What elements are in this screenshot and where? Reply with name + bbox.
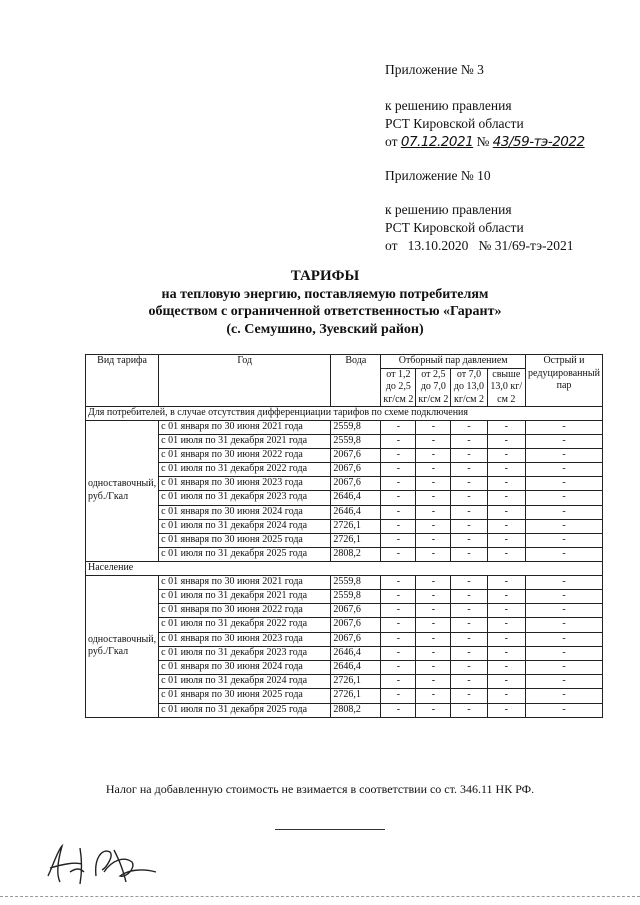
sharp-cell: -: [526, 575, 603, 589]
water-cell: 2559,8: [331, 420, 381, 434]
water-cell: 2726,1: [331, 675, 381, 689]
appendix3-title: [385, 61, 484, 79]
sharp-cell: -: [526, 590, 603, 604]
p1-cell: -: [381, 689, 416, 703]
p4-cell: -: [487, 618, 525, 632]
sharp-cell: -: [526, 434, 603, 448]
p2-cell: -: [416, 420, 451, 434]
water-cell: 2646,4: [331, 491, 381, 505]
period-cell: с 01 января по 30 июня 2023 года: [159, 632, 331, 646]
tariff-type-cell: одноставочный, руб./Гкал: [86, 575, 159, 717]
table-row: [86, 618, 603, 632]
header-p1: от 1,2 до 2,5 кг/см 2: [381, 368, 416, 407]
p2-cell: -: [416, 434, 451, 448]
table-row: [86, 420, 603, 434]
p1-cell: -: [381, 632, 416, 646]
vat-footnote: Налог на добавленную стоимость не взимается в соответствии со ст. 346.11 НК РФ.: [105, 782, 535, 796]
p3-cell: -: [451, 420, 487, 434]
p1-cell: -: [381, 463, 416, 477]
period-cell: с 01 января по 30 июня 2023 года: [159, 477, 331, 491]
p1-cell: -: [381, 618, 416, 632]
p2-cell: -: [416, 505, 451, 519]
p2-cell: -: [416, 604, 451, 618]
p2-cell: -: [416, 534, 451, 548]
p3-cell: -: [451, 632, 487, 646]
water-cell: 2067,6: [331, 632, 381, 646]
p3-cell: -: [451, 575, 487, 589]
table-row: [86, 534, 603, 548]
section-header-row: [86, 562, 603, 576]
p2-cell: -: [416, 463, 451, 477]
p2-cell: -: [416, 590, 451, 604]
p4-cell: -: [487, 519, 525, 533]
water-cell: 2067,6: [331, 448, 381, 462]
appendix10-decision-line1: к решению правления: [385, 202, 512, 217]
water-cell: 2646,4: [331, 505, 381, 519]
p3-cell: -: [451, 590, 487, 604]
appendix3-decision: [385, 97, 585, 151]
appendix10-decision-line3: от 13.10.2020 № 31/69-тэ-2021: [385, 238, 574, 253]
header-year: Год: [159, 355, 331, 407]
p1-cell: -: [381, 491, 416, 505]
p1-cell: -: [381, 505, 416, 519]
p4-cell: -: [487, 434, 525, 448]
water-cell: 2067,6: [331, 604, 381, 618]
water-cell: 2646,4: [331, 661, 381, 675]
appendix3-date-line: [385, 133, 585, 151]
table-row: [86, 632, 603, 646]
appendix10-title-text: Приложение № 10: [385, 168, 491, 183]
header-steam: Отборный пар давлением: [381, 355, 526, 369]
tariff-table-body: [86, 407, 603, 718]
p3-cell: -: [451, 505, 487, 519]
p1-cell: -: [381, 604, 416, 618]
period-cell: с 01 января по 30 июня 2022 года: [159, 604, 331, 618]
period-cell: с 01 июля по 31 декабря 2022 года: [159, 463, 331, 477]
p2-cell: -: [416, 477, 451, 491]
table-row: [86, 575, 603, 589]
p3-cell: -: [451, 675, 487, 689]
p4-cell: -: [487, 661, 525, 675]
table-row: [86, 491, 603, 505]
title-line2: обществом с ограниченной ответственностью «Гарант»: [148, 304, 502, 319]
sharp-cell: -: [526, 618, 603, 632]
water-cell: 2559,8: [331, 434, 381, 448]
p2-cell: -: [416, 689, 451, 703]
sharp-cell: -: [526, 477, 603, 491]
p4-cell: -: [487, 575, 525, 589]
period-cell: с 01 июля по 31 декабря 2021 года: [159, 434, 331, 448]
p2-cell: -: [416, 703, 451, 717]
header-p4: свыше 13,0 кг/см 2: [487, 368, 525, 407]
header-p3: от 7,0 до 13,0 кг/см 2: [451, 368, 487, 407]
sharp-cell: -: [526, 534, 603, 548]
title-main: ТАРИФЫ: [290, 268, 360, 284]
p1-cell: -: [381, 661, 416, 675]
p3-cell: -: [451, 519, 487, 533]
tariff-table: [85, 354, 603, 718]
p3-cell: -: [451, 534, 487, 548]
table-row: [86, 519, 603, 533]
water-cell: 2067,6: [331, 477, 381, 491]
p2-cell: -: [416, 448, 451, 462]
table-row: [86, 505, 603, 519]
appendix3-number-sign: №: [476, 134, 490, 149]
sharp-cell: -: [526, 463, 603, 477]
sharp-cell: -: [526, 548, 603, 562]
appendix3-decision-line1: к решению правления: [385, 98, 512, 113]
sharp-cell: -: [526, 604, 603, 618]
period-cell: с 01 июля по 31 декабря 2025 года: [159, 548, 331, 562]
p1-cell: -: [381, 519, 416, 533]
appendix3-decision-line2: РСТ Кировской области: [385, 116, 524, 131]
water-cell: 2067,6: [331, 463, 381, 477]
p3-cell: -: [451, 689, 487, 703]
sharp-cell: -: [526, 519, 603, 533]
p4-cell: -: [487, 632, 525, 646]
p1-cell: -: [381, 675, 416, 689]
appendix3-date: 07.12.2021: [400, 134, 474, 150]
header-vid: Вид тарифа: [86, 355, 159, 407]
sharp-cell: -: [526, 491, 603, 505]
header-sharp: Острый и редуцированный пар: [526, 355, 603, 407]
p4-cell: -: [487, 534, 525, 548]
p3-cell: -: [451, 604, 487, 618]
period-cell: с 01 января по 30 июня 2025 года: [159, 689, 331, 703]
p2-cell: -: [416, 675, 451, 689]
p4-cell: -: [487, 548, 525, 562]
period-cell: с 01 января по 30 июня 2021 года: [159, 575, 331, 589]
period-cell: с 01 января по 30 июня 2024 года: [159, 661, 331, 675]
period-cell: с 01 января по 30 июня 2024 года: [159, 505, 331, 519]
appendix3-from: от: [385, 134, 398, 149]
period-cell: с 01 июля по 31 декабря 2021 года: [159, 590, 331, 604]
p4-cell: -: [487, 448, 525, 462]
header-water: Вода: [331, 355, 381, 407]
table-row: [86, 434, 603, 448]
p2-cell: -: [416, 575, 451, 589]
p2-cell: -: [416, 646, 451, 660]
sharp-cell: -: [526, 689, 603, 703]
table-row: [86, 661, 603, 675]
p1-cell: -: [381, 448, 416, 462]
p4-cell: -: [487, 646, 525, 660]
water-cell: 2726,1: [331, 689, 381, 703]
sharp-cell: -: [526, 420, 603, 434]
water-cell: 2726,1: [331, 519, 381, 533]
p3-cell: -: [451, 477, 487, 491]
table-row: [86, 463, 603, 477]
section-header-row: [86, 407, 603, 421]
p3-cell: -: [451, 661, 487, 675]
p2-cell: -: [416, 618, 451, 632]
p2-cell: -: [416, 632, 451, 646]
p4-cell: -: [487, 463, 525, 477]
p1-cell: -: [381, 548, 416, 562]
tariff-type-cell: одноставочный, руб./Гкал: [86, 420, 159, 562]
appendix3-number: 43/59-тэ-2022: [492, 134, 585, 150]
sharp-cell: -: [526, 661, 603, 675]
p4-cell: -: [487, 505, 525, 519]
p1-cell: -: [381, 703, 416, 717]
sharp-cell: -: [526, 505, 603, 519]
p4-cell: -: [487, 604, 525, 618]
sharp-cell: -: [526, 632, 603, 646]
p2-cell: -: [416, 661, 451, 675]
p4-cell: -: [487, 689, 525, 703]
separator-line: [275, 829, 385, 830]
table-row: [86, 590, 603, 604]
p1-cell: -: [381, 420, 416, 434]
water-cell: 2808,2: [331, 703, 381, 717]
p3-cell: -: [451, 491, 487, 505]
p2-cell: -: [416, 519, 451, 533]
header-p2: от 2,5 до 7,0 кг/см 2: [416, 368, 451, 407]
p3-cell: -: [451, 646, 487, 660]
p1-cell: -: [381, 575, 416, 589]
period-cell: с 01 января по 30 июня 2025 года: [159, 534, 331, 548]
section-title: Для потребителей, в случае отсутствия дифференциации тарифов по схеме подключения: [86, 407, 603, 421]
p3-cell: -: [451, 618, 487, 632]
water-cell: 2646,4: [331, 646, 381, 660]
appendix10-decision: [385, 201, 574, 255]
p4-cell: -: [487, 675, 525, 689]
table-row: [86, 675, 603, 689]
p4-cell: -: [487, 703, 525, 717]
table-row: [86, 477, 603, 491]
p1-cell: -: [381, 534, 416, 548]
appendix10-title: [385, 167, 491, 185]
water-cell: 2808,2: [331, 548, 381, 562]
appendix3-title-text: Приложение № 3: [385, 62, 484, 77]
bottom-edge-line: [0, 896, 640, 897]
sharp-cell: -: [526, 448, 603, 462]
p1-cell: -: [381, 434, 416, 448]
signature-drawing: [36, 838, 206, 893]
signature-icon: [36, 838, 206, 898]
p4-cell: -: [487, 477, 525, 491]
p3-cell: -: [451, 463, 487, 477]
period-cell: с 01 января по 30 июня 2022 года: [159, 448, 331, 462]
title-line3: (с. Семушино, Зуевский район): [226, 321, 424, 337]
water-cell: 2067,6: [331, 618, 381, 632]
p4-cell: -: [487, 420, 525, 434]
table-row: [86, 646, 603, 660]
period-cell: с 01 июля по 31 декабря 2023 года: [159, 491, 331, 505]
p3-cell: -: [451, 703, 487, 717]
table-row: [86, 548, 603, 562]
table-row: [86, 604, 603, 618]
table-row: [86, 689, 603, 703]
document-title: [90, 268, 560, 338]
p4-cell: -: [487, 491, 525, 505]
period-cell: с 01 июля по 31 декабря 2023 года: [159, 646, 331, 660]
period-cell: с 01 июля по 31 декабря 2024 года: [159, 675, 331, 689]
sharp-cell: -: [526, 646, 603, 660]
period-cell: с 01 июля по 31 декабря 2022 года: [159, 618, 331, 632]
section-title: Население: [86, 562, 603, 576]
p2-cell: -: [416, 491, 451, 505]
period-cell: с 01 июля по 31 декабря 2025 года: [159, 703, 331, 717]
p2-cell: -: [416, 548, 451, 562]
appendix10-decision-line2: РСТ Кировской области: [385, 220, 524, 235]
p1-cell: -: [381, 590, 416, 604]
title-line1: на тепловую энергию, поставляемую потребителям: [161, 286, 489, 302]
period-cell: с 01 января по 30 июня 2021 года: [159, 420, 331, 434]
water-cell: 2559,8: [331, 590, 381, 604]
water-cell: 2726,1: [331, 534, 381, 548]
period-cell: с 01 июля по 31 декабря 2024 года: [159, 519, 331, 533]
p1-cell: -: [381, 646, 416, 660]
p3-cell: -: [451, 434, 487, 448]
water-cell: 2559,8: [331, 575, 381, 589]
sharp-cell: -: [526, 703, 603, 717]
sharp-cell: -: [526, 675, 603, 689]
p1-cell: -: [381, 477, 416, 491]
p4-cell: -: [487, 590, 525, 604]
table-row: [86, 703, 603, 717]
p3-cell: -: [451, 448, 487, 462]
table-row: [86, 448, 603, 462]
p3-cell: -: [451, 548, 487, 562]
